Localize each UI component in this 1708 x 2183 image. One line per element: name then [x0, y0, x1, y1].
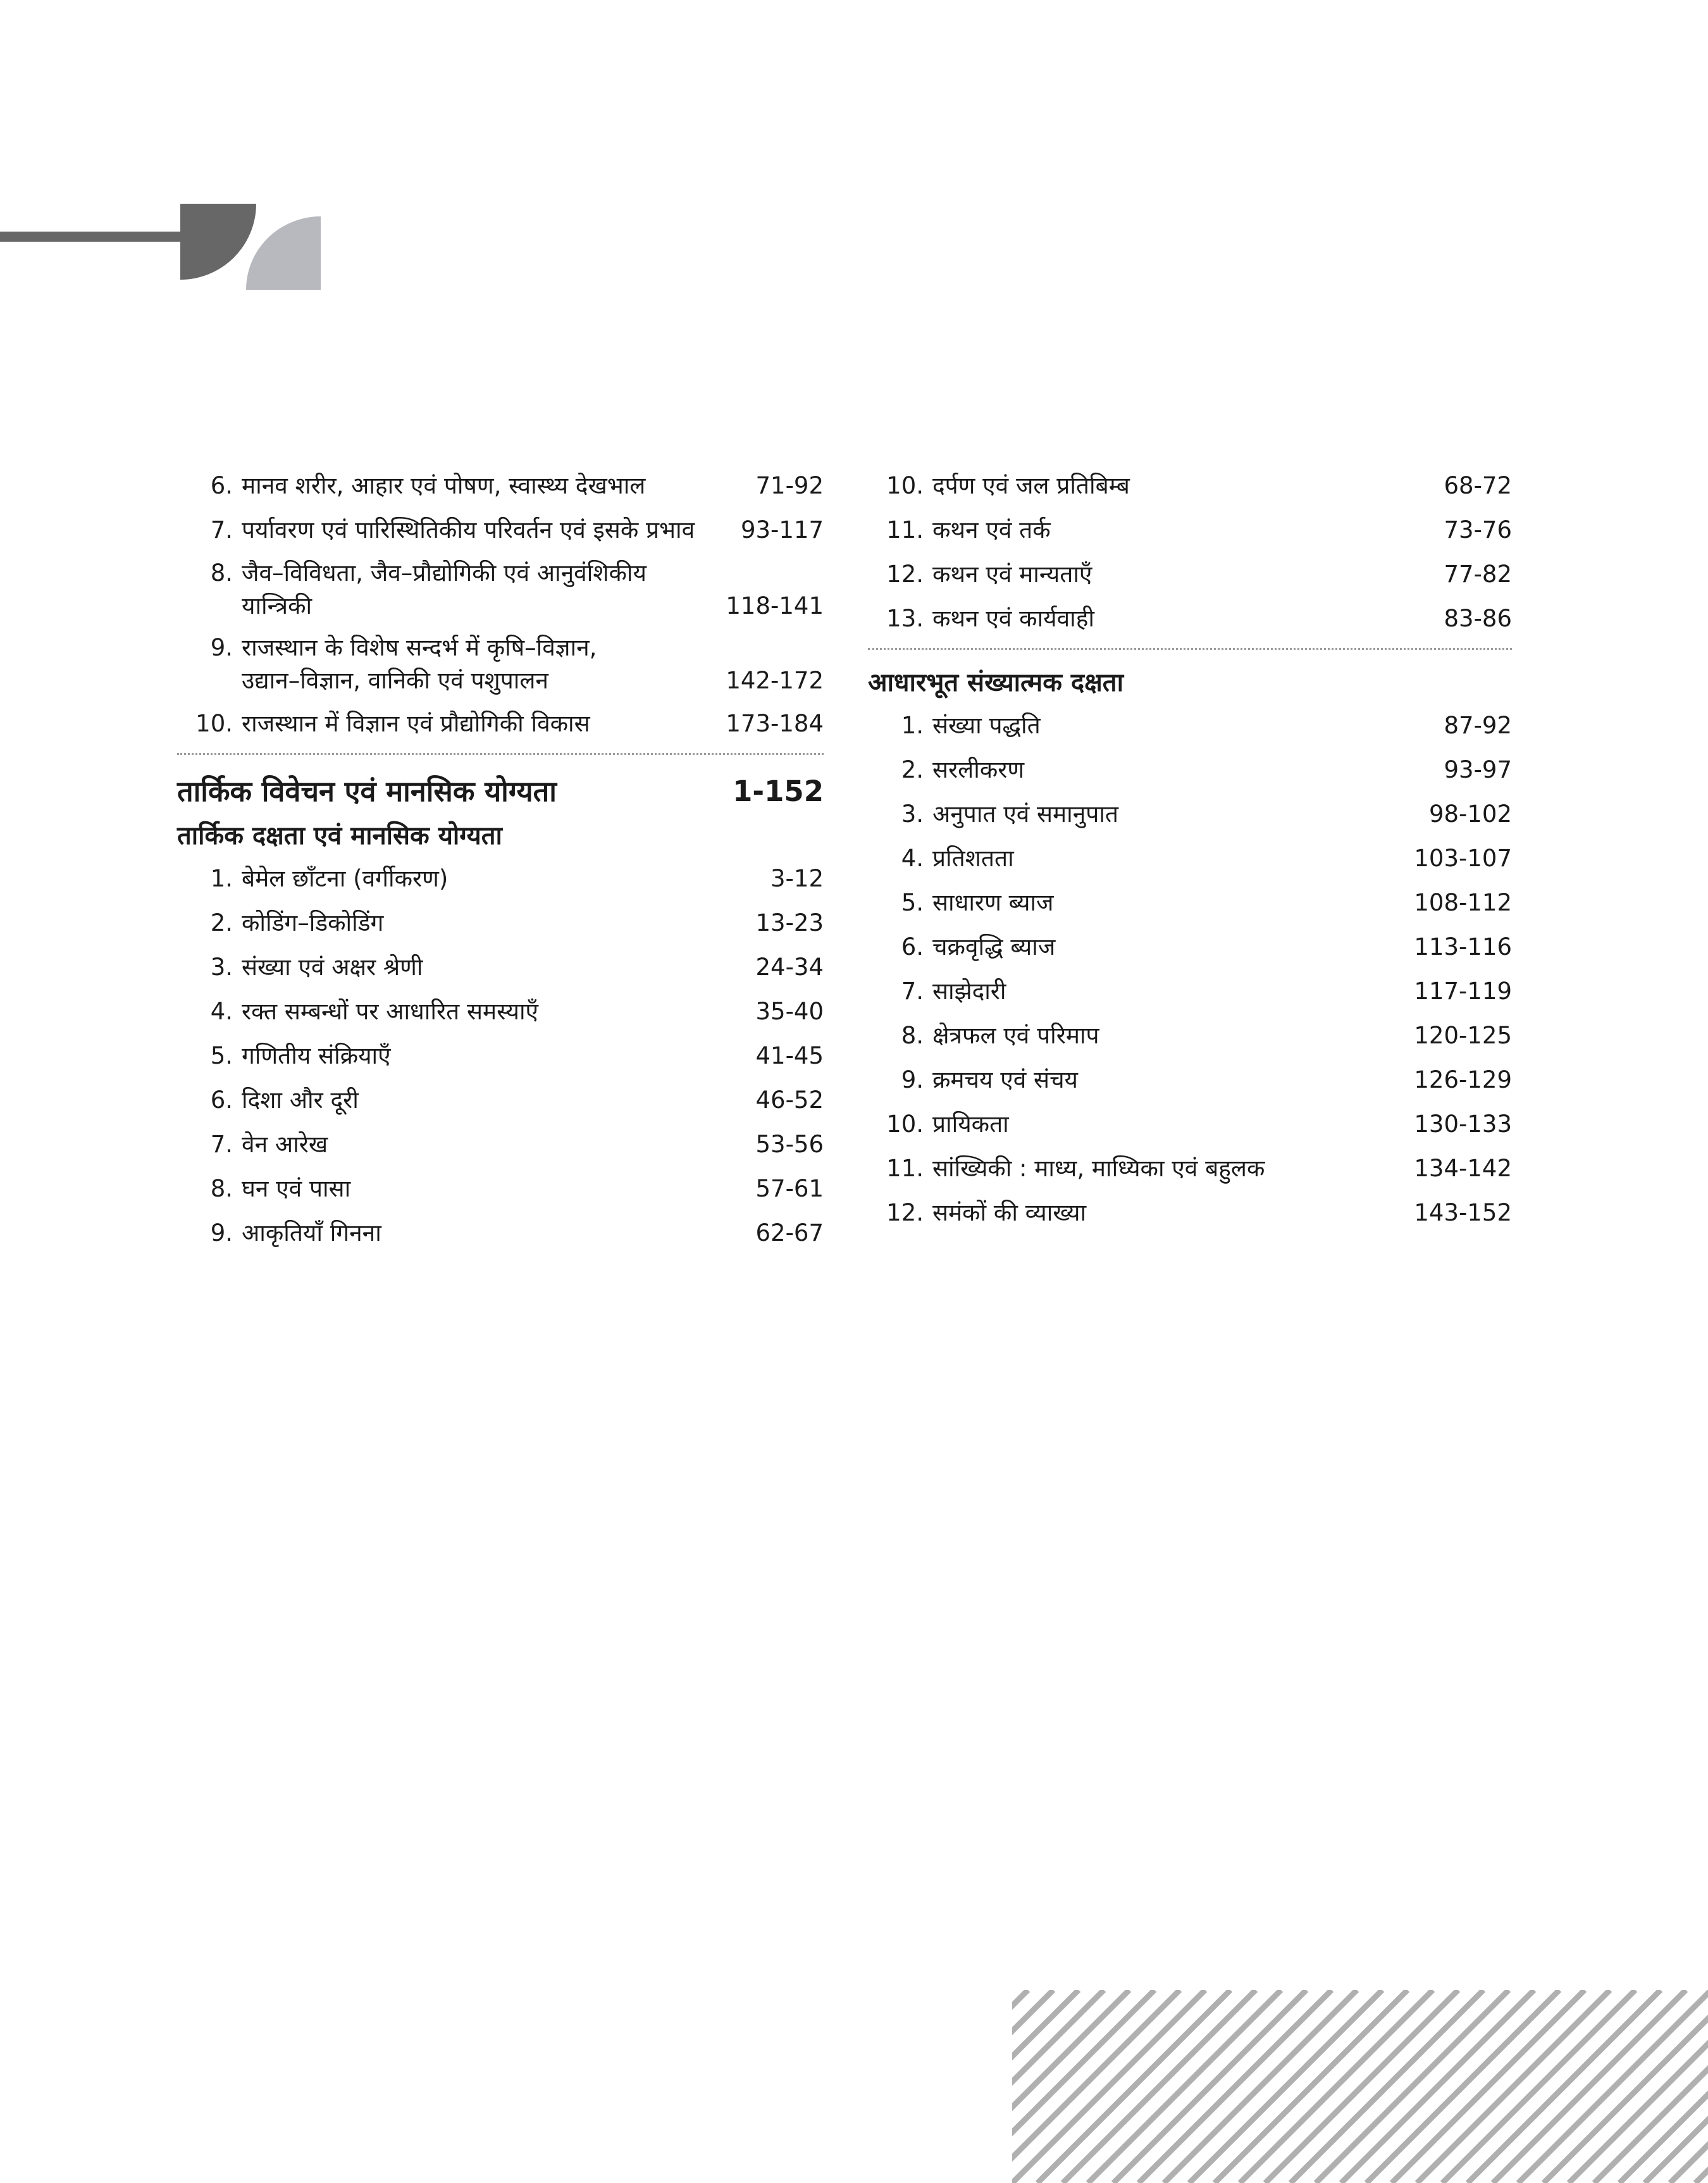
entry-pages: 117-119: [1414, 978, 1512, 1005]
stripe-line: [1468, 1990, 1661, 2183]
entry-pages: 41-45: [755, 1042, 824, 1069]
toc-right-column: [868, 468, 1512, 1240]
stripe-line: [1290, 1990, 1483, 2183]
entry-number: 5.: [901, 889, 924, 916]
stripe-line: [1139, 1990, 1332, 2183]
entry-pages: 108-112: [1414, 889, 1512, 916]
entry-number: 5.: [210, 1042, 233, 1069]
entry-pages: 98-102: [1428, 800, 1512, 828]
stripe-line: [1088, 1990, 1281, 2183]
entry-pages: 77-82: [1444, 561, 1512, 588]
toc-entry[interactable]: [177, 994, 824, 1029]
section-heading[interactable]: [177, 773, 824, 811]
entry-pages: 173-184: [726, 710, 824, 737]
stripe-line: [1366, 1990, 1559, 2183]
entry-pages: 93-97: [1444, 756, 1512, 783]
entry-title: साझेदारी: [932, 978, 1006, 1005]
toc-entry[interactable]: [177, 861, 824, 897]
toc-entry[interactable]: [868, 1062, 1512, 1098]
entry-title: कथन एवं तर्क: [932, 516, 1051, 544]
toc-entry[interactable]: [868, 885, 1512, 921]
header-decoration: [0, 0, 354, 304]
entry-number: 2.: [210, 909, 233, 936]
entry-pages: 83-86: [1444, 605, 1512, 632]
entry-pages: 73-76: [1444, 516, 1512, 544]
entry-pages: 120-125: [1414, 1022, 1512, 1049]
entry-pages: 113-116: [1414, 933, 1512, 961]
entry-number: 6.: [210, 472, 233, 499]
toc-entry[interactable]: [177, 1171, 824, 1207]
toc-entry[interactable]: [868, 752, 1512, 788]
entry-pages: 130-133: [1414, 1110, 1512, 1138]
entry-number: 6.: [901, 933, 924, 961]
toc-entry[interactable]: [868, 1195, 1512, 1231]
toc-entry[interactable]: [868, 708, 1512, 743]
toc-entry[interactable]: [868, 797, 1512, 832]
toc-entry[interactable]: [868, 1151, 1512, 1186]
entry-pages: 142-172: [726, 667, 824, 694]
entry-title: दर्पण एवं जल प्रतिबिम्ब: [932, 472, 1130, 499]
entry-number: 11.: [886, 1155, 924, 1182]
toc-entry[interactable]: [177, 557, 824, 623]
toc-entry[interactable]: [868, 557, 1512, 592]
entry-pages: 71-92: [755, 472, 824, 499]
entry-title-line-1: राजस्थान के विशेष सन्दर्भ में कृषि–विज्ञान,: [242, 634, 597, 661]
entry-title: [242, 557, 718, 623]
entry-pages: 103-107: [1414, 845, 1512, 872]
entry-pages: 46-52: [755, 1086, 824, 1114]
entry-number: 7.: [210, 1131, 233, 1158]
toc-entry[interactable]: [177, 468, 824, 504]
entry-number: 13.: [886, 605, 924, 632]
toc-entry[interactable]: [868, 513, 1512, 548]
stripe-line: [1392, 1990, 1585, 2183]
entry-title: सांख्यिकी : माध्य, माध्यिका एवं बहुलक: [932, 1155, 1265, 1182]
entry-number: 3.: [901, 800, 924, 828]
toc-entry[interactable]: [177, 950, 824, 985]
entry-pages: 53-56: [755, 1131, 824, 1158]
stripe-line: [1442, 1990, 1635, 2183]
entry-title: समंकों की व्याख्या: [932, 1199, 1087, 1226]
toc-entry[interactable]: [177, 513, 824, 548]
stripe-line: [1265, 1990, 1458, 2183]
entry-pages: 62-67: [755, 1219, 824, 1247]
entry-number: 7.: [901, 978, 924, 1005]
entry-title: बेमेल छाँटना (वर्गीकरण): [242, 865, 449, 892]
entry-title-line-1: जैव–विविधता, जैव–प्रौद्योगिकी एवं आनुवंशिकीय: [242, 559, 647, 587]
entry-number: 1.: [210, 865, 233, 892]
entry-number: 8.: [210, 1175, 233, 1202]
entry-title: गणितीय संक्रियाएँ: [242, 1042, 391, 1069]
entry-title: राजस्थान में विज्ञान एवं प्रौद्योगिकी विकास: [242, 710, 590, 737]
entry-pages: 24-34: [755, 954, 824, 981]
entry-number: 6.: [210, 1086, 233, 1114]
entry-pages: 3-12: [770, 865, 824, 892]
stripe-line: [1493, 1990, 1686, 2183]
entry-number: 10.: [195, 710, 233, 737]
stripe-line: [1012, 1990, 1205, 2183]
entry-number: 9.: [210, 634, 233, 661]
entry-title: क्षेत्रफल एवं परिमाप: [932, 1022, 1099, 1049]
entry-number: 2.: [901, 756, 924, 783]
toc-left-column: [177, 468, 824, 1260]
stripe-line: [1063, 1990, 1256, 2183]
entry-title: साधारण ब्याज: [932, 889, 1054, 916]
entry-title: रक्त सम्बन्धों पर आधारित समस्याएँ: [242, 998, 538, 1025]
toc-entry[interactable]: [177, 1038, 824, 1074]
subsection-heading: तार्किक दक्षता एवं मानसिक योग्यता: [177, 821, 502, 850]
entry-title: संख्या पद्धति: [932, 712, 1041, 739]
stripe-line: [1341, 1990, 1534, 2183]
entry-pages: 126-129: [1414, 1066, 1512, 1093]
stripe-line: [1417, 1990, 1610, 2183]
science-list: [177, 468, 824, 742]
entry-title: घन एवं पासा: [242, 1175, 351, 1202]
entry-pages: 13-23: [755, 909, 824, 936]
toc-entry[interactable]: [177, 1083, 824, 1118]
reasoning-list: [177, 861, 824, 1251]
stripe-line: [1518, 1990, 1708, 2183]
entry-number: 9.: [901, 1066, 924, 1093]
toc-entry[interactable]: [868, 601, 1512, 637]
entry-pages: 93-117: [740, 516, 824, 544]
toc-entry[interactable]: [868, 468, 1512, 504]
entry-title-line-2: उद्यान–विज्ञान, वानिकी एवं पशुपालन: [242, 667, 548, 694]
entry-title: क्रमचय एवं संचय: [932, 1066, 1079, 1093]
entry-pages: 134-142: [1414, 1155, 1512, 1182]
stripe-line: [1037, 1990, 1230, 2183]
entry-number: 4.: [901, 845, 924, 872]
entry-title: दिशा और दूरी: [242, 1086, 359, 1114]
entry-title: कथन एवं मान्यताएँ: [932, 561, 1092, 588]
entry-title: कोडिंग–डिकोडिंग: [242, 909, 384, 936]
entry-pages: 87-92: [1444, 712, 1512, 739]
entry-number: 4.: [210, 998, 233, 1025]
header-rule: [0, 232, 183, 242]
stripe-line: [1164, 1990, 1357, 2183]
entry-number: 7.: [210, 516, 233, 544]
entry-title: प्रतिशतता: [932, 845, 1014, 872]
entry-title: संख्या एवं अक्षर श्रेणी: [242, 954, 423, 981]
dotted-divider: [868, 648, 1512, 650]
entry-pages: 35-40: [755, 998, 824, 1025]
stripe-line: [1316, 1990, 1509, 2183]
entry-title: चक्रवृद्धि ब्याज: [932, 933, 1056, 961]
entry-title: आकृतियाँ गिनना: [242, 1219, 381, 1247]
numeric-list: [868, 708, 1512, 1231]
stripe-line: [1189, 1990, 1382, 2183]
stripe-line: [1113, 1990, 1306, 2183]
entry-number: 10.: [886, 1110, 924, 1138]
entry-title-line-2: यान्त्रिकी: [242, 592, 313, 619]
entry-title: [242, 631, 718, 697]
dark-quarter-shape: [180, 204, 256, 280]
toc-entry[interactable]: [868, 1018, 1512, 1054]
entry-pages: 68-72: [1444, 472, 1512, 499]
entry-number: 12.: [886, 1199, 924, 1226]
reasoning-list-continued: [868, 468, 1512, 637]
entry-pages: 118-141: [726, 592, 824, 619]
toc-entry[interactable]: [868, 1107, 1512, 1142]
toc-entry[interactable]: [177, 1127, 824, 1162]
entry-number: 9.: [210, 1219, 233, 1247]
dotted-divider: [177, 753, 824, 755]
toc-entry[interactable]: [177, 631, 824, 697]
entry-number: 1.: [901, 712, 924, 739]
section-title: तार्किक विवेचन एवं मानसिक योग्यता: [177, 774, 557, 808]
entry-title: पर्यावरण एवं पारिस्थितिकीय परिवर्तन एवं इसके प्रभाव: [242, 516, 695, 544]
section-pages: 1-152: [733, 774, 824, 808]
entry-title: वेन आरेख: [242, 1131, 328, 1158]
subsection-heading: आधारभूत संख्यात्मक दक्षता: [868, 668, 1123, 697]
toc-entry[interactable]: [868, 841, 1512, 876]
toc-entry[interactable]: [177, 1216, 824, 1251]
entry-title: सरलीकरण: [932, 756, 1025, 783]
entry-title: प्रायिकता: [932, 1110, 1009, 1138]
entry-pages: 57-61: [755, 1175, 824, 1202]
entry-title: मानव शरीर, आहार एवं पोषण, स्वास्थ्य देखभाल: [242, 472, 646, 499]
toc-entry[interactable]: [177, 706, 824, 742]
toc-entry[interactable]: [868, 974, 1512, 1009]
light-quarter-shape: [246, 216, 321, 290]
entry-title: अनुपात एवं समानुपात: [932, 800, 1118, 828]
stripe-line: [1240, 1990, 1433, 2183]
entry-number: 8.: [901, 1022, 924, 1049]
stripe-line: [1215, 1990, 1408, 2183]
toc-entry[interactable]: [177, 905, 824, 941]
entry-pages: 143-152: [1414, 1199, 1512, 1226]
entry-number: 8.: [210, 559, 233, 587]
entry-number: 12.: [886, 561, 924, 588]
entry-number: 10.: [886, 472, 924, 499]
entry-title: कथन एवं कार्यवाही: [932, 605, 1094, 632]
toc-entry[interactable]: [868, 930, 1512, 965]
entry-number: 3.: [210, 954, 233, 981]
entry-number: 11.: [886, 516, 924, 544]
stripe-pattern: [1012, 1990, 1708, 2183]
